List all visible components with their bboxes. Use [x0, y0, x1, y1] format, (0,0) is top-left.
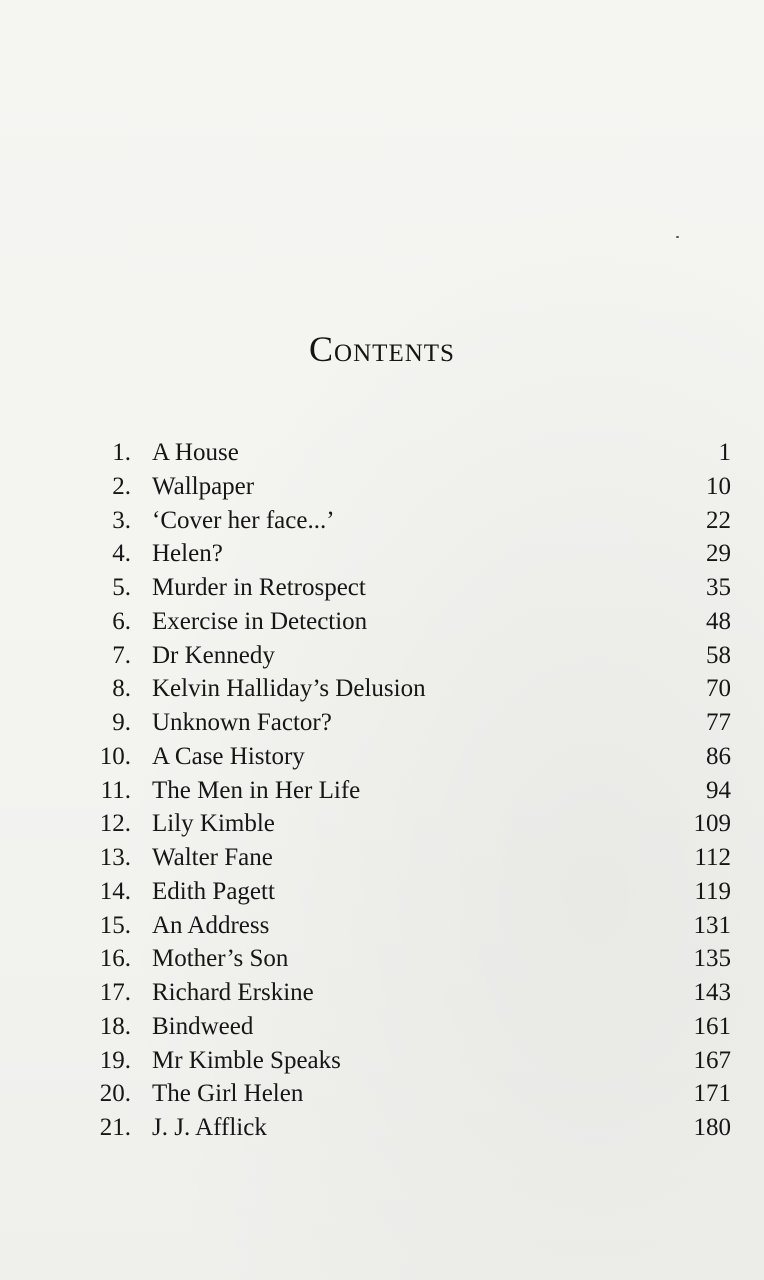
chapter-title: Mr Kimble Speaks — [152, 1046, 341, 1074]
chapter-number: 16. — [99, 945, 131, 973]
page-number: 119 — [694, 877, 731, 905]
chapter-number: 18. — [99, 1012, 131, 1040]
chapter-number: 20. — [99, 1080, 131, 1108]
toc-entry — [0, 1077, 764, 1111]
page-number: 35 — [706, 574, 731, 601]
toc-entry — [0, 605, 764, 639]
chapter-number: 1. — [112, 439, 131, 466]
chapter-number: 12. — [99, 810, 131, 838]
toc-entry — [0, 740, 764, 774]
toc-entry — [0, 1111, 764, 1145]
chapter-title: Helen? — [152, 540, 223, 568]
contents-heading: Contents — [309, 329, 455, 369]
toc-entry — [0, 976, 764, 1010]
toc-entry — [0, 706, 764, 740]
toc-entry — [0, 942, 764, 976]
page-number: 1 — [718, 439, 731, 466]
page-number: 48 — [706, 607, 731, 635]
chapter-title: Unknown Factor? — [152, 709, 332, 736]
page-number: 22 — [706, 506, 731, 534]
chapter-number: 2. — [112, 472, 131, 500]
chapter-number: 5. — [112, 574, 131, 601]
toc-entry — [0, 774, 764, 808]
table-of-contents — [0, 436, 764, 1145]
chapter-title: A House — [152, 439, 239, 466]
chapter-title: Lily Kimble — [152, 810, 275, 838]
chapter-title: Wallpaper — [152, 472, 255, 500]
chapter-title: Exercise in Detection — [152, 607, 368, 635]
toc-entry — [0, 1010, 764, 1044]
chapter-title: The Men in Her Life — [152, 776, 361, 804]
chapter-title: Bindweed — [152, 1012, 254, 1040]
chapter-number: 21. — [99, 1114, 131, 1141]
chapter-number: 13. — [99, 844, 131, 871]
page-number: 86 — [706, 742, 731, 770]
chapter-number: 6. — [112, 607, 131, 635]
page-number: 58 — [706, 641, 731, 669]
page-number: 180 — [693, 1114, 731, 1141]
toc-entry — [0, 639, 764, 673]
page-number: 29 — [706, 540, 731, 568]
chapter-number: 8. — [112, 675, 131, 703]
chapter-number: 7. — [112, 641, 131, 669]
toc-entry — [0, 504, 764, 538]
toc-entry — [0, 537, 764, 571]
toc-entry — [0, 909, 764, 943]
toc-entry — [0, 807, 764, 841]
chapter-title: Murder in Retrospect — [152, 574, 366, 601]
page-number: 143 — [693, 979, 731, 1006]
toc-entry — [0, 841, 764, 875]
page-number: 10 — [706, 472, 731, 500]
page-number: 94 — [706, 776, 731, 804]
chapter-title: Dr Kennedy — [152, 641, 275, 669]
chapter-title: Mother’s Son — [152, 945, 289, 973]
chapter-number: 19. — [99, 1046, 131, 1074]
chapter-title: A Case History — [152, 742, 305, 770]
page-number: 77 — [706, 709, 731, 736]
page-number: 161 — [693, 1012, 731, 1040]
chapter-number: 3. — [112, 506, 131, 534]
chapter-number: 17. — [99, 979, 131, 1006]
chapter-title: Walter Fane — [152, 844, 273, 871]
page-number: 135 — [693, 945, 731, 973]
chapter-title: Richard Erskine — [152, 979, 314, 1006]
page-number: 109 — [693, 810, 731, 838]
chapter-title: The Girl Helen — [152, 1080, 304, 1108]
page-number: 112 — [694, 844, 731, 871]
chapter-number: 15. — [99, 911, 131, 939]
chapter-title: J. J. Afflick — [152, 1114, 267, 1141]
chapter-number: 14. — [99, 877, 131, 905]
page-number: 131 — [693, 911, 731, 939]
toc-entry — [0, 436, 764, 470]
chapter-title: An Address — [152, 911, 270, 939]
chapter-number: 10. — [99, 742, 131, 770]
chapter-number: 11. — [100, 776, 131, 804]
chapter-title: Edith Pagett — [152, 877, 275, 905]
paper-speck — [676, 236, 679, 238]
page-number: 70 — [706, 675, 731, 703]
toc-entry — [0, 875, 764, 909]
page-number: 171 — [693, 1080, 731, 1108]
toc-entry — [0, 470, 764, 504]
chapter-title: ‘Cover her face...’ — [152, 506, 335, 534]
toc-entry — [0, 1044, 764, 1078]
chapter-number: 9. — [112, 709, 131, 736]
toc-entry — [0, 571, 764, 605]
toc-entry — [0, 672, 764, 706]
chapter-title: Kelvin Halliday’s Delusion — [152, 675, 426, 703]
page-number: 167 — [693, 1046, 731, 1074]
chapter-number: 4. — [112, 540, 131, 568]
